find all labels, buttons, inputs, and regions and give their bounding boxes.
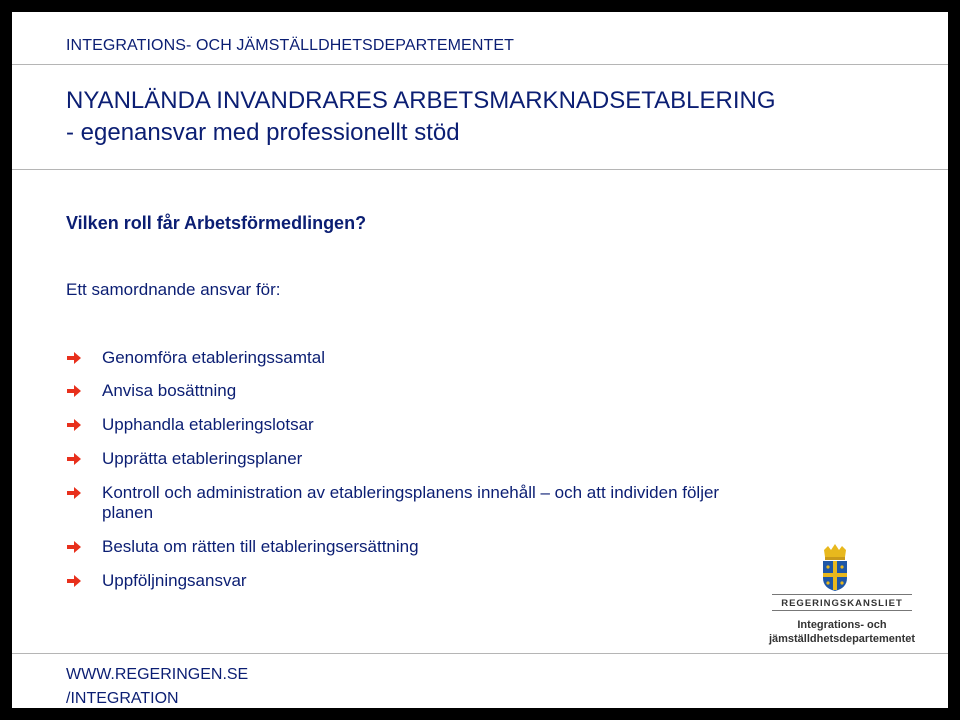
list-item [66, 381, 766, 401]
arrow-right-icon [66, 417, 82, 433]
logo-name: REGERINGSKANSLIET [781, 598, 903, 609]
list-item [66, 537, 766, 557]
list-item-text: Upprätta etableringsplaner [102, 449, 303, 468]
title-line-1: NYANLÄNDA INVANDRARES ARBETSMARKNADSETABLERING [66, 87, 776, 114]
list-item-text: Uppföljningsansvar [102, 571, 247, 590]
government-logo [762, 542, 922, 645]
list-item-text: Kontroll och administration av etableringsplanens innehåll – och att individen följer planen [102, 483, 720, 522]
footer [66, 663, 248, 711]
logo-dept-line-2: jämställdhetsdepartementet [768, 633, 916, 645]
crest-icon [820, 544, 850, 592]
list-item [66, 449, 766, 469]
department-header: INTEGRATIONS- OCH JÄMSTÄLLDHETSDEPARTEMENTET [66, 37, 515, 54]
arrow-right-icon [66, 573, 82, 589]
list-item-text: Anvisa bosättning [102, 381, 237, 400]
arrow-right-icon [66, 350, 82, 366]
arrow-right-icon [66, 539, 82, 555]
logo-divider [772, 594, 912, 595]
list-item [66, 483, 766, 523]
arrow-right-icon [66, 451, 82, 467]
logo-dept-line-1: Integrations- och [797, 619, 887, 631]
list-item-text: Upphandla etableringslotsar [102, 415, 314, 434]
list-item-text: Besluta om rätten till etableringsersättning [102, 537, 419, 556]
intro-text: Ett samordnande ansvar för: [66, 280, 281, 299]
arrow-right-icon [66, 383, 82, 399]
list-item [66, 415, 766, 435]
footer-path: /INTEGRATION [66, 690, 179, 707]
arrow-right-icon [66, 485, 82, 501]
divider [12, 653, 948, 654]
logo-department [762, 618, 922, 646]
question-heading: Vilken roll får Arbetsförmedlingen? [66, 213, 367, 233]
responsibility-list [66, 348, 766, 605]
divider [12, 64, 948, 65]
list-item [66, 571, 766, 591]
divider [12, 169, 948, 170]
slide [12, 12, 948, 708]
list-item-text: Genomföra etableringssamtal [102, 348, 326, 367]
footer-url: WWW.REGERINGEN.SE [66, 666, 249, 683]
list-item [66, 348, 766, 368]
slide-title [66, 85, 776, 149]
title-line-2: - egenansvar med professionellt stöd [66, 119, 460, 146]
logo-divider [772, 610, 912, 611]
